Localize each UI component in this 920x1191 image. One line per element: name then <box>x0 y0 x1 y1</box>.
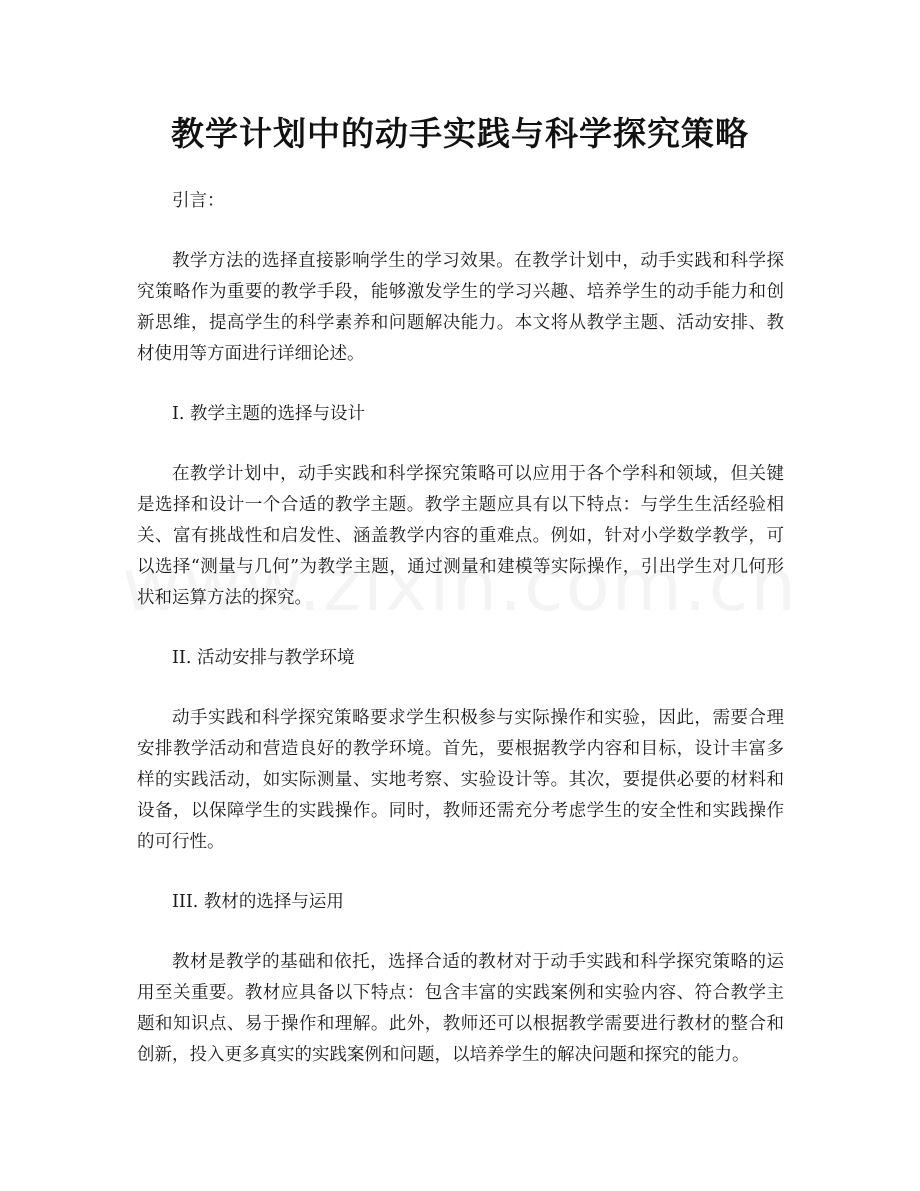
page-title: 教学计划中的动手实践与科学探究策略 <box>171 114 749 153</box>
section-paragraph-1: 在教学计划中，动手实践和科学探究策略可以应用于各个学科和领域，但关键是选择和设计一个合适的教学主题。教学主题应具有以下特点：与学生生活经验相关、富有挑战性和启发性、涵盖教学内容的重难点。例如，针对小学数学教学，可以选择“测量与几何”为教学主题，通过测量和建模等实际操作，引出学生对几何形状和运算方法的探究。 <box>137 464 784 608</box>
section-heading-1: I. 教学主题的选择与设计 <box>172 404 366 424</box>
document-body <box>137 186 784 1100</box>
section-paragraph-3: 教材是教学的基础和依托，选择合适的教材对于动手实践和科学探究策略的运用至关重要。教材应具备以下特点：包含丰富的实践案例和实验内容、符合教学主题和知识点、易于操作和理解。此外，教师还可以根据教学需要进行教材的整合和创新，投入更多真实的实践案例和问题，以培养学生的解决问题和探究的能力。 <box>137 952 784 1065</box>
section-paragraph-2: 动手实践和科学探究策略要求学生积极参与实际操作和实验，因此，需要合理安排教学活动和营造良好的教学环境。首先，要根据教学内容和目标，设计丰富多样的实践活动，如实际测量、实地考察、实验设计等。其次，要提供必要的材料和设备，以保障学生的实践操作。同时，教师还需充分考虑学生的安全性和实践操作的可行性。 <box>137 708 784 852</box>
intro-label: 引言： <box>172 191 225 211</box>
intro-paragraph: 教学方法的选择直接影响学生的学习效果。在教学计划中，动手实践和科学探究策略作为重要的教学手段，能够激发学生的学习兴趣、培养学生的动手能力和创新思维，提高学生的科学素养和问题解决能力。本文将从教学主题、活动安排、教材使用等方面进行详细论述。 <box>137 251 784 364</box>
section-heading-3: III. 教材的选择与运用 <box>172 892 344 912</box>
section-heading-2: II. 活动安排与教学环境 <box>172 648 355 668</box>
